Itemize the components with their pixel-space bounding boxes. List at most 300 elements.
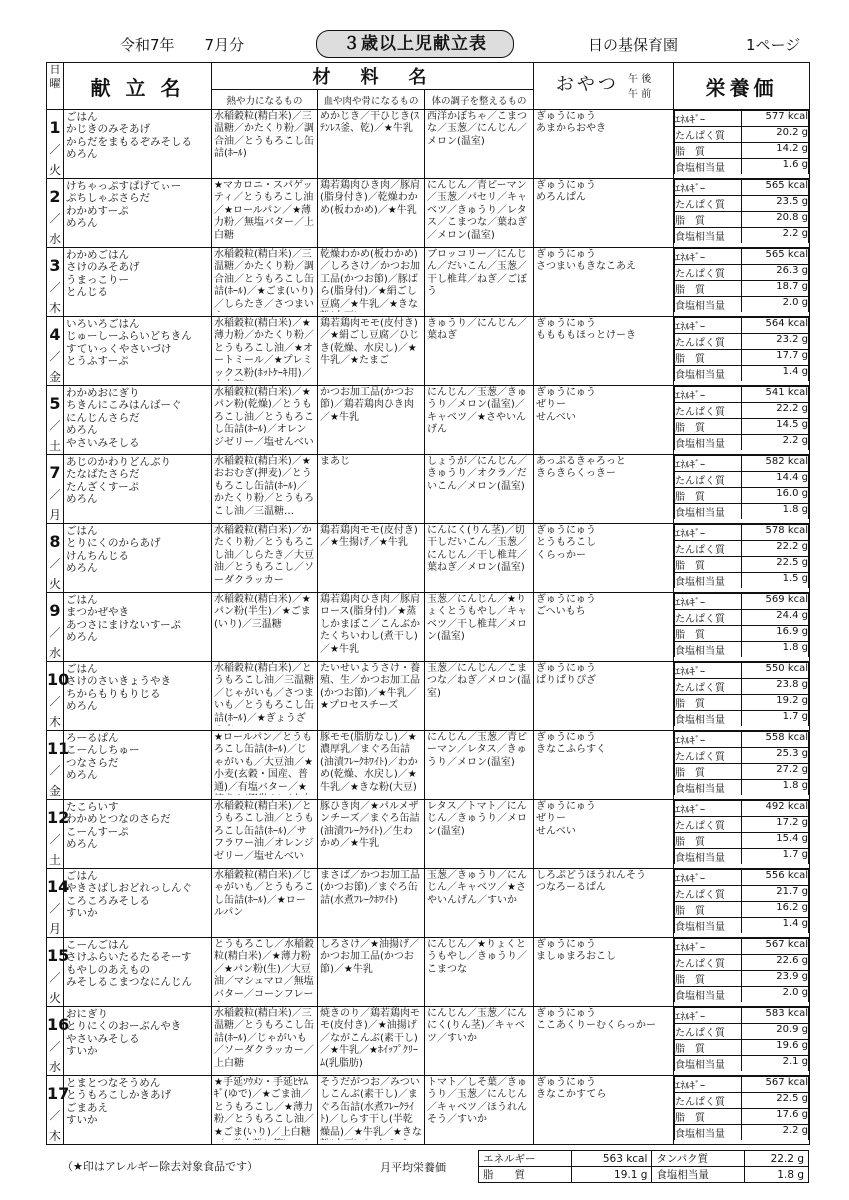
weekday: 金 (48, 784, 61, 798)
salt-value: 1.7 g (742, 711, 809, 727)
fat-label: 脂 質 (675, 764, 742, 780)
menu-title: ３歳以上児献立表 (316, 30, 514, 58)
day-cell (47, 869, 70, 938)
col-body-group: 体の調子を整えるもの (425, 90, 534, 110)
day-separator: ／ (49, 350, 61, 363)
energy-ingredients: 水稲穀粒(精白米)／とうもろこし油／とうもろこし缶詰(ﾎｰﾙ)／サフラワー油／オレンジゼリー／塩せんべい (214, 801, 314, 862)
salt-label: 食塩相当量 (675, 1056, 742, 1072)
menu-items: けちゃっぷすぱげてぃー ぷちしゃぶさらだ わかめすーぷ めろん (66, 180, 182, 230)
menu-items: ごはん さけのさいきょうやき ちからもりもりじる めろん (66, 663, 171, 713)
day-row (47, 179, 810, 248)
weekday: 木 (48, 715, 61, 729)
salt-value: 1.6 g (742, 159, 809, 175)
fat-label: 脂 質 (675, 971, 742, 987)
protein-label: たんぱく質 (675, 610, 742, 626)
body-ingredients: 玉葱／きゅうり／にんじん／キャベツ／★さやいんげん／すいか (427, 870, 527, 906)
weekday: 木 (48, 1129, 61, 1143)
day-separator: ／ (49, 626, 61, 639)
day-row (47, 800, 810, 869)
day-separator: ／ (49, 281, 61, 294)
menu-items: とまとつなそうめん とうもろこしかきあげ ごまあえ すいか (66, 1077, 171, 1127)
day-row (47, 869, 810, 938)
energy-value: 565 kcal (742, 180, 809, 196)
day-number: 14 (47, 877, 70, 896)
fat-label: 脂 質 (675, 281, 742, 297)
energy-value: 567 kcal (742, 1077, 809, 1093)
blood-ingredients: 鶏若鶏肉モモ(皮付き)／★絹ごし豆腐／ひじき(乾燥、水戻し)／★牛乳／★たまご (320, 318, 419, 367)
snack-items: ぎゅうにゅう ましゅまろおこし (536, 939, 617, 963)
salt-label: 食塩相当量 (675, 573, 742, 589)
fat-value: 19.2 g (742, 695, 809, 711)
protein-label: たんぱく質 (675, 748, 742, 764)
fat-value: 14.2 g (742, 143, 809, 159)
day-row (47, 938, 810, 1007)
energy-ingredients: 水稲穀粒(精白米)／★おおむぎ(押麦)／とうもろこし缶詰(ﾎｰﾙ)／かたくり粉／とうもろこし油／三温糖… (214, 456, 314, 517)
period-label: 令和7年 7月分 (120, 36, 245, 54)
day-separator: ／ (49, 695, 61, 708)
snack-heading: おやつ (555, 74, 619, 95)
day-cell (47, 386, 64, 455)
protein-value: 14.4 g (742, 472, 809, 488)
day-row (47, 1007, 810, 1076)
energy-value: 578 kcal (742, 525, 809, 541)
day-number: 3 (49, 256, 61, 275)
protein-value: 25.3 g (742, 748, 809, 764)
day-separator: ／ (49, 143, 61, 156)
energy-value: 569 kcal (742, 594, 809, 610)
day-number: 16 (47, 1015, 70, 1034)
protein-value: 17.2 g (742, 817, 809, 833)
nutrition-values (674, 938, 809, 1002)
energy-ingredients: 水稲穀粒(精白米)／三温糖／とうもろこし缶詰(ﾎｰﾙ)／じゃがいも／ソーダクラッカー／上白糖 (214, 1008, 314, 1069)
blood-ingredients: そうだがつお／みついしこんぶ(素干し)／まぐろ缶詰(水煮ﾌﾚｰｸﾗｲﾄ)／しらす干し(半乾燥品)／★牛乳／★きな (320, 1077, 422, 1138)
fat-value: 19.6 g (742, 1040, 809, 1056)
blood-ingredients: 乾燥わかめ(板わかめ)／しろさけ／かつお加工品(かつお節)／豚ばら(脂身付)／★絹ごし豆腐／★牛乳／★きな (320, 249, 420, 310)
salt-value: 2.0 g (742, 987, 809, 1003)
energy-ingredients: 水稲穀粒(精白米)／★パン粉(半生)／★ごま(いり)／三温糖 (214, 594, 311, 630)
nutrition-values (674, 731, 809, 795)
col-snack (534, 63, 674, 110)
col-menu: 献 立 名 (64, 63, 212, 110)
body-ingredients: 西洋かぼちゃ／こまつな／玉葱／にんじん／メロン(温室) (427, 111, 527, 147)
salt-value: 1.8 g (742, 642, 809, 658)
protein-label: たんぱく質 (675, 403, 742, 419)
weekday: 火 (48, 577, 61, 591)
energy-label: ｴﾈﾙｷﾞｰ (675, 111, 742, 127)
protein-label: たんぱく質 (675, 817, 742, 833)
salt-label: 食塩相当量 (675, 366, 742, 382)
day-row (47, 248, 810, 317)
protein-label: たんぱく質 (675, 265, 742, 281)
energy-ingredients: ★ロールパン／とうもろこし缶詰(ﾎｰﾙ)／じゃがいも／大豆油／★小麦(玄穀・国産、普通)／有塩バター／★ (214, 732, 313, 793)
day-separator: ／ (49, 419, 61, 432)
fat-value: 15.4 g (742, 833, 809, 849)
energy-label: ｴﾈﾙｷﾞｰ (675, 387, 742, 403)
nutrition-values (674, 386, 809, 450)
energy-ingredients: 水稲穀粒(精白米)／三温糖／かたくり粉／調合油／とうもろこし缶詰(ﾎｰﾙ)／★ごま(いり)／しらたき／さつまい (214, 249, 314, 310)
energy-label: ｴﾈﾙｷﾞｰ (675, 1077, 742, 1093)
energy-value: 583 kcal (742, 1008, 809, 1024)
energy-value: 556 kcal (742, 870, 809, 886)
weekday: 火 (48, 991, 61, 1005)
blood-ingredients: 鶏若鶏肉ひき肉／豚肩ロース(脂身付)／★蒸しかまぼこ／こんぶかたくちいわし(煮干し)／★牛乳 (320, 594, 420, 655)
salt-label: 食塩相当量 (675, 159, 742, 175)
blood-ingredients: 鶏若鶏肉ひき肉／豚肩(脂身付き)／乾燥わかめ(板わかめ)／★牛乳 (320, 180, 420, 216)
body-ingredients: にんじん／★りょくとうもやし／きゅうり／こまつな (427, 939, 527, 975)
energy-label: ｴﾈﾙｷﾞｰ (675, 525, 742, 541)
day-separator: ／ (49, 1109, 61, 1122)
body-ingredients: 玉葱／にんじん／★りょくとうもやし／キャベツ／干し椎茸／メロン(温室) (427, 594, 527, 643)
avg-salt-value: 1.8 g (745, 1167, 809, 1183)
page-number: 1ページ (746, 36, 801, 54)
day-row (47, 593, 810, 662)
protein-label: たんぱく質 (675, 886, 742, 902)
snack-items: ぎゅうにゅう ここあくりーむくらっかー (536, 1008, 657, 1032)
day-number: 9 (49, 601, 61, 620)
day-number: 15 (47, 946, 70, 965)
snack-items: あっぷるきゃろっと きらきらくっきー (536, 456, 626, 480)
fat-value: 16.2 g (742, 902, 809, 918)
day-separator: ／ (49, 764, 61, 777)
blood-ingredients: 豚モモ(脂肪なし)／★濃厚乳／まぐろ缶詰(油漬ﾌﾚｰｸﾎﾜｲﾄ)／わかめ(乾燥、水戻し)／★牛乳／★きな粉(大豆) (320, 732, 418, 793)
blood-ingredients: 鶏若鶏肉モモ(皮付き)／★生揚げ／★牛乳 (320, 525, 418, 549)
avg-energy-value: 563 kcal (571, 1151, 652, 1167)
energy-ingredients: 水稲穀粒(精白米)／★パン粉(乾燥)／とうもろこし油／とうもろこし缶詰(ﾎｰﾙ)／オレンジゼリー／塩せんべい (214, 387, 314, 448)
day-cell (47, 110, 64, 179)
body-ingredients: にんじん／玉葱／青ピーマン／レタス／きゅうり／メロン(温室) (427, 732, 527, 768)
fat-label: 脂 質 (675, 488, 742, 504)
snack-items: ぎゅうにゅう きなこかすてら (536, 1077, 607, 1101)
nutrition-values (674, 317, 809, 381)
day-separator: ／ (49, 488, 61, 501)
menu-items: あじのかわりどんぶり たなばたさらだ たんざくすーぷ めろん (66, 456, 171, 506)
energy-value: 582 kcal (742, 456, 809, 472)
energy-value: 577 kcal (742, 111, 809, 127)
nutrition-values (674, 179, 809, 243)
nutrition-values (674, 1076, 809, 1140)
energy-ingredients: 水稲穀粒(精白米)／とうもろこし油／三温糖／じゃがいも／さつまいも／とうもろこし缶詰(ﾎｰﾙ)／★ぎょうざ (214, 663, 314, 724)
salt-label: 食塩相当量 (675, 504, 742, 520)
weekday: 土 (48, 853, 61, 867)
weekday: 水 (48, 232, 61, 246)
day-number: 7 (49, 463, 61, 482)
menu-items: こーんごはん さけふらいたるたるそーす もやしのあえもの みそしるこまつなにんじん (66, 939, 192, 989)
day-cell (47, 938, 70, 1007)
energy-value: 565 kcal (742, 249, 809, 265)
day-separator: ／ (49, 971, 61, 984)
energy-ingredients: とうもろこし／水稲穀粒(精白米)／★薄力粉／★パン粉(生)／大豆油／マシュマロ／無塩バター／コーンフレー (214, 939, 314, 1000)
protein-value: 23.5 g (742, 196, 809, 212)
salt-label: 食塩相当量 (675, 711, 742, 727)
salt-value: 1.7 g (742, 849, 809, 865)
energy-label: ｴﾈﾙｷﾞｰ (675, 456, 742, 472)
salt-value: 2.2 g (742, 1125, 809, 1141)
energy-label: ｴﾈﾙｷﾞｰ (675, 801, 742, 817)
day-cell (47, 1076, 70, 1145)
energy-label: ｴﾈﾙｷﾞｰ (675, 180, 742, 196)
fat-label: 脂 質 (675, 626, 742, 642)
menu-items: ごはん かじきのみそあげ からだをまもるぞみそしる めろん (66, 111, 192, 161)
day-cell (47, 317, 64, 386)
menu-items: いろいろごはん じゅーしーふらいどちきん すていっくやさいづけ とうふすーぷ (66, 318, 192, 368)
fat-value: 16.0 g (742, 488, 809, 504)
energy-label: ｴﾈﾙｷﾞｰ (675, 663, 742, 679)
day-number: 4 (49, 325, 61, 344)
body-ingredients: レタス／トマト／にんじん／きゅうり／メロン(温室) (427, 801, 527, 837)
blood-ingredients: 焼きのり／鶏若鶏肉モモ(皮付き)／★油揚げ／ながこんぶ(素干し)／★牛乳／★ﾎｲｯﾌﾟｸﾘｰﾑ(乳脂肪) (320, 1008, 420, 1069)
fat-value: 14.5 g (742, 419, 809, 435)
blood-ingredients: しろさけ／★油揚げ／かつお加工品(かつお節)／★牛乳 (320, 939, 419, 975)
weekday: 木 (48, 301, 61, 315)
school-name: 日の基保育園 (588, 36, 679, 54)
fat-label: 脂 質 (675, 143, 742, 159)
blood-ingredients: たいせいようさけ・養殖、生／かつお加工品(かつお節)／★牛乳／★プロセスチーズ (320, 663, 420, 712)
energy-label: ｴﾈﾙｷﾞｰ (675, 939, 742, 955)
salt-label: 食塩相当量 (675, 918, 742, 934)
snack-items: ぎゅうにゅう ごへいもち (536, 594, 596, 618)
blood-ingredients: めかじき／干ひじき(ｽﾃﾝﾚｽ釜、乾)／★牛乳 (320, 111, 419, 135)
fat-value: 27.2 g (742, 764, 809, 780)
energy-ingredients: ★手延ｿｳﾒﾝ・手延ﾋﾔﾑｷﾞ(ゆで)／★ごま油／とうもろこし／★薄力粉／とうもろこし油／★ごま(いり)／上白糖 (214, 1077, 314, 1138)
salt-label: 食塩相当量 (675, 849, 742, 865)
fat-label: 脂 質 (675, 902, 742, 918)
allergy-note: （★印はアレルギー除去対象食品です） (62, 1160, 259, 1173)
snack-items: ぎゅうにゅう とうもろこし くらっかー (536, 525, 597, 561)
menu-items: わかめおにぎり ちきんにこみはんばーぐ にんじんさらだ めろん やさいみそしる (66, 387, 182, 449)
energy-value: 541 kcal (742, 387, 809, 403)
salt-value: 2.0 g (742, 297, 809, 313)
menu-items: たこらいす わかめとつなのさらだ こーんすーぷ めろん (66, 801, 171, 851)
day-number: 17 (47, 1084, 70, 1103)
protein-label: たんぱく質 (675, 679, 742, 695)
menu-items: おにぎり とりにくのおーぶんやき やさいみそしる すいか (66, 1008, 182, 1058)
day-separator: ／ (49, 1040, 61, 1053)
protein-value: 23.2 g (742, 334, 809, 350)
salt-label: 食塩相当量 (675, 297, 742, 313)
snack-items: ぎゅうにゅう あまからおやき (536, 111, 607, 135)
snack-items: ぎゅうにゅう ぱりぱりぴざ (536, 663, 597, 687)
body-ingredients: トマト／しそ葉／きゅうり／玉葱／にんじん／キャベツ／ほうれんそう／すいか (427, 1077, 527, 1126)
protein-value: 23.8 g (742, 679, 809, 695)
day-row (47, 731, 810, 800)
day-number: 10 (47, 670, 70, 689)
protein-value: 26.3 g (742, 265, 809, 281)
day-cell (47, 800, 70, 869)
nutrition-values (674, 662, 809, 726)
col-day: 日 曜 (47, 63, 64, 110)
day-cell (47, 455, 64, 524)
energy-label: ｴﾈﾙｷﾞｰ (675, 318, 742, 334)
body-ingredients: にんじん／青ピーマン／玉葱／パセリ／キャベツ／きゅうり／レタス／こまつな／葉ねぎ／メロン(温室) (427, 180, 527, 241)
salt-value: 1.8 g (742, 780, 809, 796)
col-energy-group: 熱や力になるもの (212, 90, 318, 110)
snack-items: ぎゅうにゅう ぜりー せんべい (536, 387, 596, 423)
protein-value: 22.5 g (742, 1093, 809, 1109)
protein-label: たんぱく質 (675, 955, 742, 971)
day-number: 11 (47, 739, 70, 758)
nutrition-values (674, 593, 809, 657)
salt-value: 2.2 g (742, 435, 809, 451)
energy-ingredients: 水稲穀粒(精白米)／じゃがいも／とうもろこし缶詰(ﾎｰﾙ)／★ロールパン (214, 870, 314, 919)
day-row (47, 1076, 810, 1145)
fat-label: 脂 質 (675, 212, 742, 228)
avg-protein-value: 22.2 g (745, 1151, 809, 1167)
day-row (47, 386, 810, 455)
fat-value: 17.7 g (742, 350, 809, 366)
energy-value: 550 kcal (742, 663, 809, 679)
protein-label: たんぱく質 (675, 127, 742, 143)
day-cell (47, 179, 64, 248)
fat-label: 脂 質 (675, 557, 742, 573)
protein-value: 24.4 g (742, 610, 809, 626)
avg-protein-label: タンパク質 (652, 1151, 745, 1167)
day-row (47, 524, 810, 593)
salt-label: 食塩相当量 (675, 780, 742, 796)
col-nutrition: 栄養価 (674, 63, 810, 110)
fat-value: 22.5 g (742, 557, 809, 573)
menu-items: ごはん やきさばしおどれっしんぐ ころころみそしる すいか (66, 870, 192, 920)
blood-ingredients: まさば／かつお加工品(かつお節)／まぐろ缶詰(水煮ﾌﾚｰｸﾎﾜｲﾄ) (320, 870, 420, 906)
monthly-average-label: 月平均栄養価 (380, 1161, 446, 1174)
salt-label: 食塩相当量 (675, 987, 742, 1003)
energy-label: ｴﾈﾙｷﾞｰ (675, 594, 742, 610)
protein-label: たんぱく質 (675, 541, 742, 557)
day-separator: ／ (49, 833, 61, 846)
snack-items: しろぷどうほうれんそう つなろーるぱん (536, 870, 647, 894)
protein-value: 22.2 g (742, 403, 809, 419)
protein-value: 21.7 g (742, 886, 809, 902)
weekday: 月 (48, 922, 61, 936)
salt-value: 1.4 g (742, 918, 809, 934)
salt-label: 食塩相当量 (675, 1125, 742, 1141)
body-ingredients: にんじん／玉葱／きゅうり／メロン(温室)／キャベツ／★さやいんげん (427, 387, 527, 436)
protein-label: たんぱく質 (675, 1093, 742, 1109)
col-blood-group: 血や肉や骨になるもの (318, 90, 425, 110)
body-ingredients: 玉葱／にんじん／こまつな／ねぎ／メロン(温室) (427, 663, 531, 699)
snack-items: ぎゅうにゅう さつまいもきなこあえ (536, 249, 637, 273)
menu-items: ごはん まつかぜやき あつさにまけないすーぷ めろん (66, 594, 181, 644)
fat-label: 脂 質 (675, 833, 742, 849)
protein-label: たんぱく質 (675, 1024, 742, 1040)
body-ingredients: ブロッコリー／にんじん／だいこん／玉葱／干し椎茸／ねぎ／ごぼう (427, 249, 527, 298)
day-number: 12 (47, 808, 70, 827)
energy-label: ｴﾈﾙｷﾞｰ (675, 1008, 742, 1024)
blood-ingredients: まあじ (320, 456, 350, 467)
energy-label: ｴﾈﾙｷﾞｰ (675, 870, 742, 886)
salt-value: 1.4 g (742, 366, 809, 382)
snack-am: 午 前 (628, 89, 652, 100)
fat-label: 脂 質 (675, 1109, 742, 1125)
weekday: 水 (48, 1060, 61, 1074)
fat-label: 脂 質 (675, 695, 742, 711)
monthly-average-table (478, 1150, 809, 1183)
menu-items: ろーるぱん こーんしちゅー つなさらだ めろん (66, 732, 140, 782)
nutrition-values (674, 800, 809, 864)
salt-value: 2.1 g (742, 1056, 809, 1072)
energy-label: ｴﾈﾙｷﾞｰ (675, 732, 742, 748)
avg-fat-value: 19.1 g (571, 1167, 652, 1183)
fat-label: 脂 質 (675, 419, 742, 435)
avg-energy-label: エネルギー (479, 1151, 572, 1167)
energy-value: 558 kcal (742, 732, 809, 748)
avg-salt-label: 食塩相当量 (652, 1167, 745, 1183)
day-separator: ／ (49, 902, 61, 915)
energy-value: 492 kcal (742, 801, 809, 817)
menu-table (46, 62, 810, 1145)
weekday: 土 (48, 439, 61, 453)
day-row (47, 317, 810, 386)
day-cell (47, 662, 70, 731)
body-ingredients: しょうが／にんじん／きゅうり／オクラ／だいこん／メロン(温室) (427, 456, 527, 492)
protein-label: たんぱく質 (675, 472, 742, 488)
nutrition-values (674, 248, 809, 312)
salt-label: 食塩相当量 (675, 228, 742, 244)
nutrition-values (674, 110, 809, 174)
day-row (47, 110, 810, 179)
weekday: 水 (48, 646, 61, 660)
fat-label: 脂 質 (675, 350, 742, 366)
protein-value: 20.9 g (742, 1024, 809, 1040)
fat-value: 23.9 g (742, 971, 809, 987)
nutrition-values (674, 1007, 809, 1071)
body-ingredients: きゅうり／にんじん／葉ねぎ (427, 318, 527, 342)
energy-value: 567 kcal (742, 939, 809, 955)
energy-ingredients: 水稲穀粒(精白米)／★薄力粉／かたくり粉／とうもろこし油／★オートミール／★プレミックス粉(ﾎｯﾄｹｰｷ用)／ (214, 318, 314, 379)
day-separator: ／ (49, 557, 61, 570)
protein-label: たんぱく質 (675, 334, 742, 350)
weekday: 月 (48, 508, 61, 522)
fat-value: 16.9 g (742, 626, 809, 642)
snack-items: ぎゅうにゅう ぜりー せんべい (536, 801, 596, 837)
protein-value: 20.2 g (742, 127, 809, 143)
salt-label: 食塩相当量 (675, 435, 742, 451)
day-separator: ／ (49, 212, 61, 225)
salt-value: 1.5 g (742, 573, 809, 589)
col-ingredients: 材 料 名 (212, 63, 534, 90)
blood-ingredients: 豚ひき肉／★パルメザンチーズ／まぐろ缶詰(油漬ﾌﾚｰｸﾗｲﾄ)／生わかめ／★牛乳 (320, 801, 420, 850)
day-cell (47, 731, 70, 800)
snack-items: ぎゅうにゅう めろんぱん (536, 180, 596, 204)
nutrition-values (674, 455, 809, 519)
menu-items: わかめごはん さけのみそあげ うまっこりー とんじる (66, 249, 140, 299)
energy-ingredients: 水稲穀粒(精白米)／かたくり粉／とうもろこし油／しらたき／大豆油／とうもろこし／ソーダクラッカー (214, 525, 314, 586)
avg-fat-label: 脂 質 (479, 1167, 572, 1183)
day-number: 8 (49, 532, 61, 551)
menu-items: ごはん とりにくのからあげ けんちんじる めろん (66, 525, 161, 575)
day-number: 1 (49, 118, 61, 137)
body-ingredients: にんじん／玉葱／にんにく(りん茎)／キャベツ／すいか (427, 1008, 527, 1044)
fat-label: 脂 質 (675, 1040, 742, 1056)
day-cell (47, 593, 64, 662)
protein-value: 22.2 g (742, 541, 809, 557)
day-cell (47, 1007, 70, 1076)
fat-value: 18.7 g (742, 281, 809, 297)
body-ingredients: にんにく(りん茎)／切干しだいこん／玉葱／にんじん／干し椎茸／葉ねぎ／メロン(温室) (427, 525, 527, 574)
blood-ingredients: かつお加工品(かつお節)／鶏若鶏肉ひき肉／★牛乳 (320, 387, 414, 423)
nutrition-values (674, 524, 809, 588)
salt-label: 食塩相当量 (675, 642, 742, 658)
salt-value: 2.2 g (742, 228, 809, 244)
nutrition-values (674, 869, 809, 933)
day-number: 2 (49, 187, 61, 206)
snack-pm: 午 後 (628, 74, 652, 85)
salt-value: 1.8 g (742, 504, 809, 520)
weekday: 金 (48, 370, 61, 384)
energy-ingredients: ★マカロニ・スパゲッティ／とうもろこし油／★ロールパン／★薄力粉／無塩バター／上白糖 (214, 180, 314, 241)
fat-value: 20.8 g (742, 212, 809, 228)
protein-value: 22.6 g (742, 955, 809, 971)
weekday: 火 (48, 163, 61, 177)
